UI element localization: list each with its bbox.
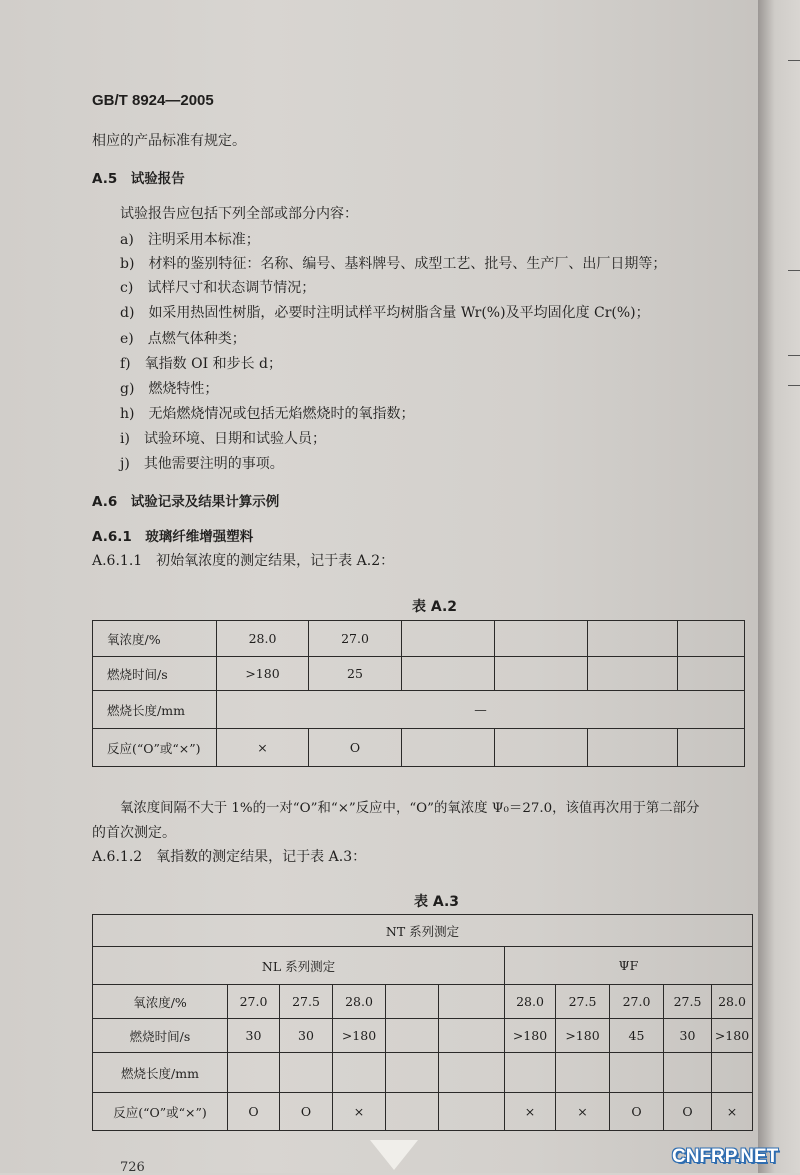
table-cell [588,729,678,767]
table-cell: × [712,1093,753,1131]
table-cell [402,729,495,767]
table-row [93,947,753,985]
table-a3-caption: 表 A.3 [414,894,460,910]
gutter-rule [788,270,800,271]
psi-f-header: ΨF [505,947,753,985]
nl-series-header: NL 系列测定 [93,947,505,985]
table-cell: >180 [556,1019,610,1053]
list-item: g) 燃烧特性； [120,381,219,397]
table-row [93,1093,753,1131]
row-label: 燃烧长度/mm [93,1053,228,1093]
row-label: 氧浓度/% [93,621,217,657]
table-cell: 27.5 [280,985,333,1019]
table-row [93,657,745,691]
row-label: 燃烧时间/s [93,1019,228,1053]
table-cell: 30 [280,1019,333,1053]
section-a61-heading: A.6.1 玻璃纤维增强塑料 [92,529,254,545]
table-cell [439,1019,505,1053]
table-cell [228,1053,280,1093]
table-cell: O [664,1093,712,1131]
table-cell [588,657,678,691]
table-cell [333,1053,386,1093]
table-cell [495,621,588,657]
list-item: i) 试验环境、日期和试验人员； [120,431,326,447]
section-a611-text: A.6.1.1 初始氧浓度的测定结果，记于表 A.2： [92,553,395,569]
section-a612-text: A.6.1.2 氧指数的测定结果，记于表 A.3： [92,849,367,865]
report-lead: 试验报告应包括下列全部或部分内容： [120,206,358,222]
list-item: f) 氧指数 OI 和步长 d； [120,356,282,372]
table-cell: 30 [664,1019,712,1053]
gutter-rule [788,355,800,356]
page-number: 726 [120,1160,145,1175]
table-row [93,915,753,947]
table-row [93,1019,753,1053]
table-cell [556,1053,610,1093]
table-cell [495,729,588,767]
row-label: 燃烧时间/s [93,657,217,691]
table-cell: 25 [309,657,402,691]
table-cell [495,657,588,691]
page-corner-mark [370,1140,418,1170]
table-cell [712,1053,753,1093]
gutter-rule [788,385,800,386]
table-cell [386,1093,439,1131]
gutter-rule [788,60,800,61]
table-cell: O [309,729,402,767]
table-a2 [92,620,745,767]
table-cell: × [505,1093,556,1131]
watermark-logo: CNFRP.NET [672,1146,779,1167]
table-row [93,691,745,729]
list-item: b) 材料的鉴别特征：名称、编号、基料牌号、成型工艺、批号、生产厂、出厂日期等； [120,256,667,272]
table-cell: × [556,1093,610,1131]
table-cell: 27.0 [610,985,664,1019]
table-cell [280,1053,333,1093]
table-cell: >180 [333,1019,386,1053]
book-gutter [758,0,800,1173]
table-cell [439,1053,505,1093]
table-cell [402,657,495,691]
table-cell [588,621,678,657]
list-item: j) 其他需要注明的事项。 [120,456,284,472]
table-cell: >180 [505,1019,556,1053]
row-label: 燃烧长度/mm [93,691,217,729]
table-cell: × [333,1093,386,1131]
table-cell: 28.0 [712,985,753,1019]
table-cell: O [228,1093,280,1131]
nt-series-header: NT 系列测定 [93,915,753,947]
intro-line: 相应的产品标准有规定。 [92,133,246,149]
table-cell: O [610,1093,664,1131]
table-cell: 30 [228,1019,280,1053]
table-row [93,729,745,767]
merged-cell: — [217,691,745,729]
table-cell [402,621,495,657]
table-cell: 28.0 [505,985,556,1019]
list-item: a) 注明采用本标准； [120,232,260,248]
table-cell [439,985,505,1019]
table-a3 [92,914,753,1131]
table-cell [439,1093,505,1131]
row-label: 反应(“O”或“×”) [93,729,217,767]
table-cell [610,1053,664,1093]
list-item: h) 无焰燃烧情况或包括无焰燃烧时的氧指数； [120,406,415,422]
table-cell [678,621,745,657]
table-cell: O [280,1093,333,1131]
section-a5-heading: A.5 试验报告 [92,171,185,187]
table-row [93,985,753,1019]
table-cell: 27.0 [228,985,280,1019]
row-label: 氧浓度/% [93,985,228,1019]
table-cell: × [217,729,309,767]
table-cell [386,1053,439,1093]
table-cell: 27.5 [556,985,610,1019]
paragraph-line: 氧浓度间隔不大于 1%的一对“O”和“×”反应中，“O”的氧浓度 Ψ₀＝27.0，该值再次用于第二部分 [120,801,700,816]
row-label: 反应(“O”或“×”) [93,1093,228,1131]
table-a2-caption: 表 A.2 [412,599,458,615]
table-cell: 27.0 [309,621,402,657]
table-cell [664,1053,712,1093]
table-cell [678,729,745,767]
table-row [93,621,745,657]
table-cell [505,1053,556,1093]
table-cell [386,1019,439,1053]
table-cell: 27.5 [664,985,712,1019]
table-cell [386,985,439,1019]
list-item: e) 点燃气体种类； [120,331,246,347]
section-a6-heading: A.6 试验记录及结果计算示例 [92,494,280,510]
table-cell [678,657,745,691]
table-row [93,1053,753,1093]
table-cell: >180 [712,1019,753,1053]
table-cell: 28.0 [217,621,309,657]
table-cell: 28.0 [333,985,386,1019]
list-item: d) 如采用热固性树脂，必要时注明试样平均树脂含量 Wr(%)及平均固化度 Cr(%)； [120,305,650,321]
standard-number: GB/T 8924—2005 [92,92,214,109]
list-item: c) 试样尺寸和状态调节情况； [120,280,316,296]
paragraph-line: 的首次测定。 [92,825,176,841]
table-cell: >180 [217,657,309,691]
table-cell: 45 [610,1019,664,1053]
